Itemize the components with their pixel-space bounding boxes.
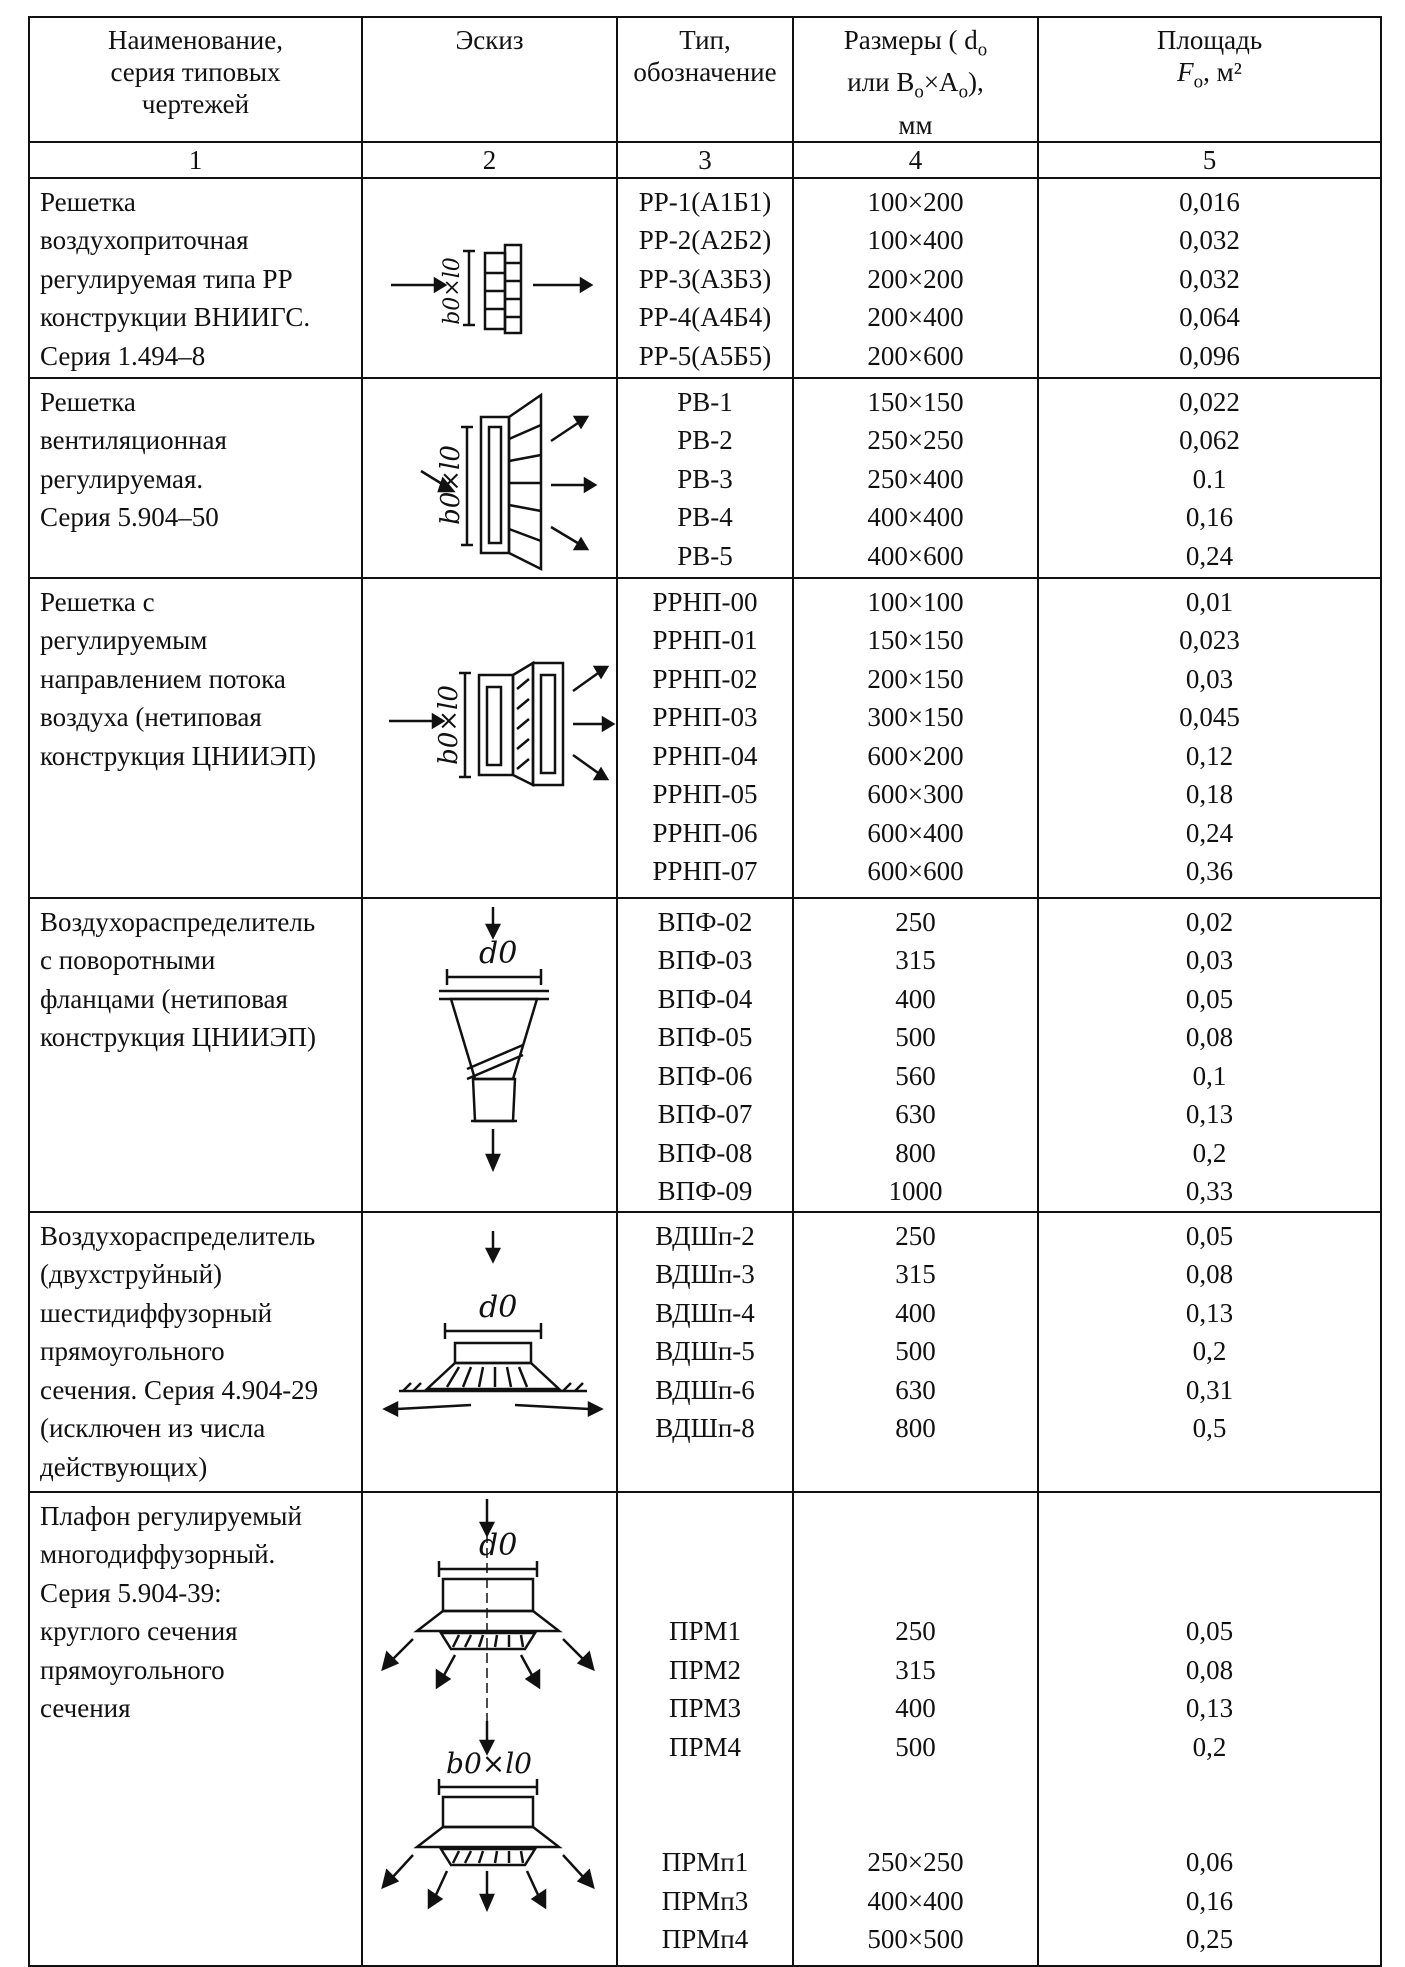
area-value: 0.1 <box>1192 463 1227 494</box>
area-value: 0,06 <box>1185 1847 1234 1878</box>
size-value: 600×600 <box>867 856 964 887</box>
area-value: 0,16 <box>1185 502 1234 533</box>
type-value: РРНП-06 <box>652 817 758 848</box>
type-value: РР-4(А4Б4) <box>638 302 772 333</box>
grille-rr-sketch <box>363 179 618 379</box>
area-value: 0,36 <box>1185 856 1234 887</box>
type-value: ВДШп-6 <box>655 1374 755 1405</box>
type-value: РВ-4 <box>677 502 733 533</box>
area-list-cell <box>1038 898 1381 1212</box>
type-value: РР-3(А3Б3) <box>638 263 772 294</box>
name-line: Серия 1.494–8 <box>40 340 206 371</box>
area-value: 0,022 <box>1179 386 1240 417</box>
size-value: 560 <box>895 1060 936 1091</box>
area-value <box>1039 1535 1380 1574</box>
size-list-cell <box>793 378 1038 578</box>
type-value: ВДШп-3 <box>655 1259 755 1290</box>
type-list-cell <box>617 578 793 898</box>
size-value: 100×100 <box>867 586 964 617</box>
size-value: 250 <box>895 1616 936 1647</box>
size-value: 315 <box>895 1259 936 1290</box>
name-line: Воздухораспределитель <box>40 1220 316 1251</box>
group-name-cell <box>29 578 362 898</box>
sketch-cell <box>362 1492 617 1966</box>
name-line: Серия 5.904-39: <box>40 1577 222 1608</box>
name-line: круглого сечения <box>40 1616 238 1647</box>
type-value: ПРМп4 <box>661 1924 749 1955</box>
name-line: конструкция ЦНИИЭП) <box>40 1022 316 1053</box>
area-value: 0,03 <box>1185 663 1234 694</box>
size-value: 100×200 <box>867 186 964 217</box>
size-value <box>794 1805 1037 1844</box>
col-number-4: 4 <box>793 142 1038 178</box>
area-value: 0,032 <box>1179 263 1240 294</box>
col-number-3: 3 <box>617 142 793 178</box>
size-value: 150×150 <box>867 625 964 656</box>
area-value: 0,13 <box>1185 1693 1234 1724</box>
area-value: 0,08 <box>1185 1259 1234 1290</box>
size-value: 400 <box>895 1693 936 1724</box>
area-list-cell <box>1038 378 1381 578</box>
area-value: 0,062 <box>1179 425 1240 456</box>
sketch-label-d0: d0 <box>479 1527 518 1563</box>
area-value: 0,03 <box>1185 945 1234 976</box>
area-value <box>1039 1497 1380 1536</box>
area-value: 0,05 <box>1185 1220 1234 1251</box>
area-value <box>1039 1574 1380 1613</box>
size-list-cell <box>793 178 1038 378</box>
size-value: 600×300 <box>867 779 964 810</box>
size-value: 300×150 <box>867 702 964 733</box>
area-value: 0,023 <box>1179 625 1240 656</box>
name-line: шестидиффузорный <box>40 1297 273 1328</box>
type-value: ВПФ-02 <box>657 906 753 937</box>
type-value <box>618 1497 792 1536</box>
area-value: 0,13 <box>1185 1297 1234 1328</box>
name-line: вентиляционная <box>40 425 227 456</box>
plafond-prm-sketch <box>363 1493 618 1967</box>
type-value: ПРМп1 <box>661 1847 749 1878</box>
type-list-cell <box>617 178 793 378</box>
sketch-label-d0: d0 <box>479 1289 518 1325</box>
area-value: 0,01 <box>1185 586 1234 617</box>
size-list-cell <box>793 1212 1038 1492</box>
size-value: 400 <box>895 1297 936 1328</box>
area-list-cell <box>1038 1212 1381 1492</box>
sketch-cell <box>362 378 617 578</box>
type-value: РРНП-04 <box>652 740 758 771</box>
size-list-cell <box>793 898 1038 1212</box>
sketch-label-bxl: b0×l0 <box>434 684 464 765</box>
area-value <box>1039 1766 1380 1805</box>
type-value: РР-5(А5Б5) <box>638 340 772 371</box>
type-value: ВДШп-5 <box>655 1336 755 1367</box>
name-line: прямоугольного <box>40 1336 225 1367</box>
area-value: 0,045 <box>1179 702 1240 733</box>
area-value: 0,02 <box>1185 906 1234 937</box>
type-value: ВПФ-08 <box>657 1137 753 1168</box>
area-value: 0,13 <box>1185 1099 1234 1130</box>
name-line: конструкции ВНИИГС. <box>40 302 311 333</box>
size-value <box>794 1497 1037 1536</box>
name-line: Серия 5.904–50 <box>40 502 219 533</box>
type-value: РРНП-03 <box>652 702 758 733</box>
type-value: ВДШп-2 <box>655 1220 755 1251</box>
type-list-cell <box>617 898 793 1212</box>
area-list-cell <box>1038 1492 1381 1966</box>
col-number-5: 5 <box>1038 142 1381 178</box>
size-value: 1000 <box>888 1176 943 1207</box>
sketch-cell <box>362 578 617 898</box>
name-line: (исключен из числа <box>40 1413 266 1444</box>
col-number-1: 1 <box>29 142 362 178</box>
type-value: РВ-1 <box>677 386 733 417</box>
name-line: конструкция ЦНИИЭП) <box>40 740 316 771</box>
group-name-cell <box>29 1492 362 1966</box>
size-value: 200×400 <box>867 302 964 333</box>
header-area: Площадь $F_о$, м² <box>1038 17 1381 142</box>
area-value: 0,016 <box>1179 186 1240 217</box>
size-value <box>794 1574 1037 1613</box>
type-value: ПРМ2 <box>668 1654 742 1685</box>
header-name: Наименование, серия типовых чертежей <box>29 17 362 142</box>
size-value: 315 <box>895 1654 936 1685</box>
type-value: РРНП-02 <box>652 663 758 694</box>
name-line: воздухоприточная <box>40 225 249 256</box>
type-value: РРНП-05 <box>652 779 758 810</box>
size-value: 500 <box>895 1731 936 1762</box>
size-value: 400 <box>895 983 936 1014</box>
type-value <box>618 1535 792 1574</box>
name-line: с поворотными <box>40 945 216 976</box>
type-value: ВПФ-07 <box>657 1099 753 1130</box>
type-value: ПРМ3 <box>668 1693 742 1724</box>
size-value: 250×250 <box>867 1847 964 1878</box>
type-value: РВ-2 <box>677 425 733 456</box>
size-value: 150×150 <box>867 386 964 417</box>
area-value: 0,05 <box>1185 983 1234 1014</box>
group-row-rrnp <box>29 578 1381 898</box>
area-list-cell <box>1038 178 1381 378</box>
size-value: 400×400 <box>867 502 964 533</box>
name-line: Воздухораспределитель <box>40 906 316 937</box>
type-value: РР-1(А1Б1) <box>638 186 772 217</box>
size-value: 500 <box>895 1336 936 1367</box>
grille-rrnp-sketch <box>363 579 618 899</box>
size-value: 400×400 <box>867 1885 964 1916</box>
size-value: 250×250 <box>867 425 964 456</box>
size-value: 100×400 <box>867 225 964 256</box>
size-value: 600×200 <box>867 740 964 771</box>
group-name-cell <box>29 1212 362 1492</box>
sketch-label-d0: d0 <box>479 935 518 971</box>
area-value: 0,032 <box>1179 225 1240 256</box>
size-value: 400×600 <box>867 540 964 571</box>
name-line: прямоугольного <box>40 1654 225 1685</box>
sketch-label-bxl: b0×l0 <box>446 1746 532 1780</box>
type-value: РРНП-07 <box>652 856 758 887</box>
type-value: ПРМп3 <box>661 1885 749 1916</box>
group-name-cell <box>29 178 362 378</box>
area-value: 0,24 <box>1185 540 1234 571</box>
area-value: 0,31 <box>1185 1374 1234 1405</box>
type-value: РВ-5 <box>677 540 733 571</box>
type-value <box>618 1574 792 1613</box>
type-value <box>618 1805 792 1844</box>
size-value: 500 <box>895 1022 936 1053</box>
name-line: действующих) <box>40 1451 208 1482</box>
area-value: 0,18 <box>1185 779 1234 810</box>
name-line: фланцами (нетиповая <box>40 983 288 1014</box>
name-line: многодиффузорный. <box>40 1539 276 1570</box>
name-line: регулируемая типа РР <box>40 263 293 294</box>
area-value: 0,33 <box>1185 1176 1234 1207</box>
name-line: (двухструйный) <box>40 1259 223 1290</box>
sketch-cell <box>362 1212 617 1492</box>
header-sketch: Эскиз <box>362 17 617 142</box>
area-value: 0,2 <box>1192 1731 1227 1762</box>
type-value: РРНП-00 <box>652 586 758 617</box>
size-list-cell <box>793 1492 1038 1966</box>
area-value: 0,2 <box>1192 1336 1227 1367</box>
area-value: 0,1 <box>1192 1060 1227 1091</box>
type-list-cell <box>617 1212 793 1492</box>
group-row-prm <box>29 1492 1381 1966</box>
area-value: 0,12 <box>1185 740 1234 771</box>
size-list-cell <box>793 578 1038 898</box>
type-value: ВДШп-8 <box>655 1413 755 1444</box>
size-value: 250 <box>895 906 936 937</box>
header-type: Тип, обозначение <box>617 17 793 142</box>
name-line: Решетка <box>40 386 136 417</box>
type-value: ПРМ4 <box>668 1731 742 1762</box>
diffuser-vpf-sketch <box>363 899 618 1212</box>
group-row-vdsh <box>29 1212 1381 1492</box>
diffuser-vdsh-sketch <box>363 1213 618 1493</box>
specification-table <box>28 16 1382 1967</box>
type-value: РВ-3 <box>677 463 733 494</box>
area-value: 0,064 <box>1179 302 1240 333</box>
type-value: РР-2(А2Б2) <box>638 225 772 256</box>
type-value: ВПФ-06 <box>657 1060 753 1091</box>
sketch-cell <box>362 178 617 378</box>
type-value: ВПФ-04 <box>657 983 753 1014</box>
type-list-cell <box>617 1492 793 1966</box>
area-value: 0,24 <box>1185 817 1234 848</box>
type-value: ВПФ-03 <box>657 945 753 976</box>
size-value: 500×500 <box>867 1924 964 1955</box>
header-row <box>29 17 1381 142</box>
area-value: 0,096 <box>1179 340 1240 371</box>
header-size: Размеры ( $d_о$ или $B_о\times A_о$), мм <box>793 17 1038 142</box>
name-line: регулируемым <box>40 625 208 656</box>
size-value: 800 <box>895 1413 936 1444</box>
group-name-cell <box>29 378 362 578</box>
size-value: 800 <box>895 1137 936 1168</box>
area-value <box>1039 1805 1380 1844</box>
size-value: 200×200 <box>867 263 964 294</box>
area-value: 0,16 <box>1185 1885 1234 1916</box>
type-value: ВДШп-4 <box>655 1297 755 1328</box>
size-value: 200×150 <box>867 663 964 694</box>
type-value: РРНП-01 <box>652 625 758 656</box>
size-value: 315 <box>895 945 936 976</box>
group-row-rv <box>29 378 1381 578</box>
group-row-vpf <box>29 898 1381 1212</box>
size-value: 630 <box>895 1374 936 1405</box>
name-line: сечения. Серия 4.904-29 <box>40 1374 319 1405</box>
name-line: Решетка <box>40 186 136 217</box>
area-value: 0,2 <box>1192 1137 1227 1168</box>
type-value <box>618 1766 792 1805</box>
size-value: 630 <box>895 1099 936 1130</box>
name-line: Плафон регулируемый <box>40 1500 302 1531</box>
type-value: ВПФ-09 <box>657 1176 753 1207</box>
name-line: регулируемая. <box>40 463 204 494</box>
name-line: направлением потока <box>40 663 286 694</box>
type-value: ВПФ-05 <box>657 1022 753 1053</box>
size-value: 250×400 <box>867 463 964 494</box>
name-line: сечения <box>40 1693 131 1724</box>
sketch-label-bxl: b0×l0 <box>436 444 466 525</box>
area-value: 0,08 <box>1185 1022 1234 1053</box>
area-value: 0,05 <box>1185 1616 1234 1647</box>
type-value: ПРМ1 <box>668 1616 742 1647</box>
size-value <box>794 1766 1037 1805</box>
column-number-row <box>29 142 1381 178</box>
size-value: 250 <box>895 1220 936 1251</box>
size-value: 600×400 <box>867 817 964 848</box>
sketch-label-bxl: b0×l0 <box>440 257 465 325</box>
area-list-cell <box>1038 578 1381 898</box>
type-list-cell <box>617 378 793 578</box>
grille-rv-sketch <box>363 379 618 579</box>
area-value: 0,5 <box>1192 1413 1227 1444</box>
col-number-2: 2 <box>362 142 617 178</box>
size-value: 200×600 <box>867 340 964 371</box>
group-name-cell <box>29 898 362 1212</box>
size-value <box>794 1535 1037 1574</box>
group-row-rr <box>29 178 1381 378</box>
name-line: воздуха (нетиповая <box>40 702 262 733</box>
area-value: 0,08 <box>1185 1654 1234 1685</box>
name-line: Решетка с <box>40 586 155 617</box>
sketch-cell <box>362 898 617 1212</box>
area-value: 0,25 <box>1185 1924 1234 1955</box>
